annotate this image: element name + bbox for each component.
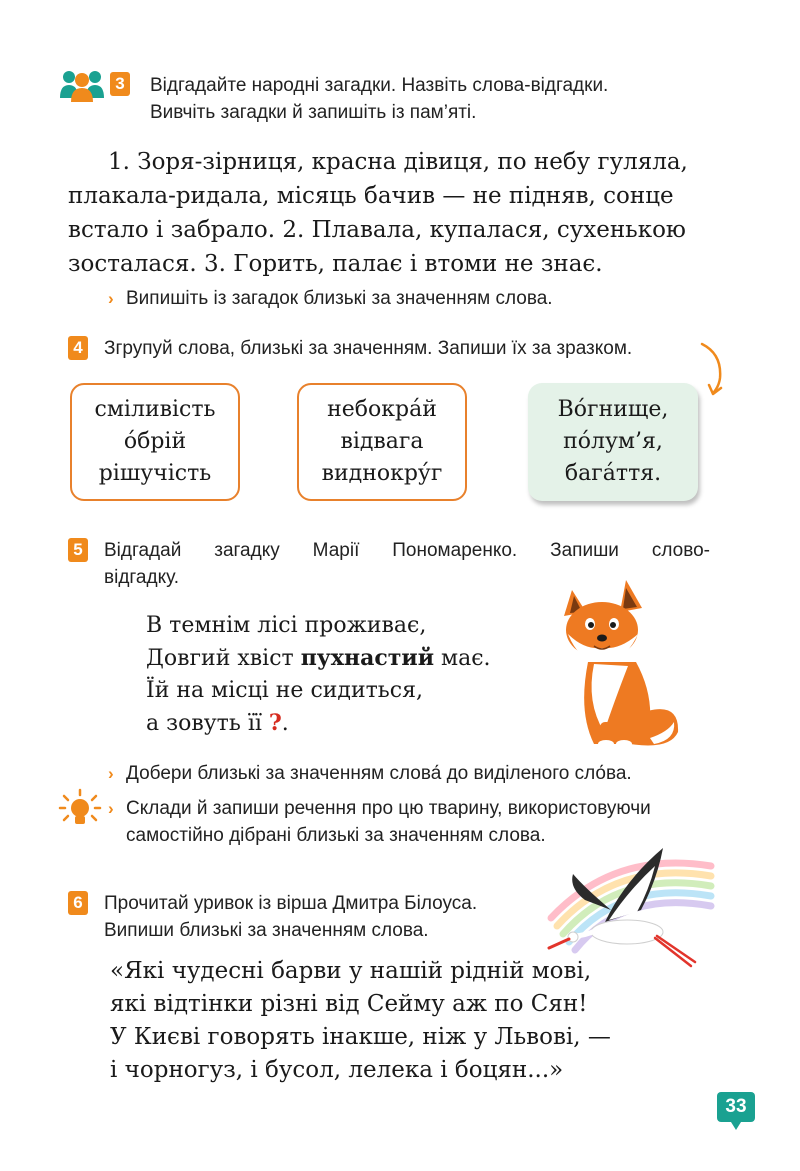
word-card-1 bbox=[70, 383, 240, 501]
poem-line: Їй на місці не сидиться, bbox=[146, 678, 423, 703]
card-word: виднокру́г bbox=[321, 461, 443, 486]
riddle-line: 1. Зоря-зірниця, красна дівиця, по небу гуляла, bbox=[108, 149, 688, 175]
task-6-instruction-line-2: Випиши близькі за значенням слова. bbox=[104, 920, 429, 941]
stork-illustration bbox=[545, 840, 715, 970]
task-6-instruction-line-1: Прочитай уривок із вірша Дмитра Білоуса. bbox=[104, 893, 478, 914]
poem-line: і чорногуз, і бусол, лелека і боцян...» bbox=[110, 1057, 564, 1083]
task-3-subtask bbox=[108, 285, 553, 312]
group-work-icon bbox=[60, 68, 104, 102]
poem-text: Довгий хвіст bbox=[146, 646, 301, 671]
lightbulb-icon bbox=[58, 788, 102, 828]
task-3-instruction-line-2: Вивчіть загадки й запишіть із пам’яті. bbox=[150, 102, 477, 123]
task-5-subtask-1-text: Добери близькі за значенням слова́ до виділеного сло́ва. bbox=[126, 763, 632, 784]
chevron-right-icon: › bbox=[108, 289, 114, 308]
task-6-number: 6 bbox=[68, 891, 88, 915]
chevron-right-icon: › bbox=[108, 799, 114, 818]
task-4-instruction: Згрупуй слова, близькі за значенням. Запиши їх за зразком. bbox=[104, 338, 633, 359]
card-word: бага́ття. bbox=[564, 461, 662, 486]
subtask-line: Склади й запиши речення про цю тварину, використовуючи bbox=[126, 798, 651, 819]
card-word: сміливість bbox=[94, 397, 216, 422]
poem-line bbox=[146, 642, 491, 675]
fox-illustration bbox=[550, 572, 690, 750]
page-number: 33 bbox=[717, 1092, 755, 1122]
poem-text: має. bbox=[434, 646, 491, 671]
task-5-number: 5 bbox=[68, 538, 88, 562]
riddle-line: зосталася. 3. Горить, палає і втоми не знає. bbox=[68, 251, 603, 277]
card-word: рішучість bbox=[98, 461, 212, 486]
poem-line: У Києві говорять інакше, ніж у Львові, — bbox=[110, 1024, 611, 1050]
chevron-right-icon: › bbox=[108, 764, 114, 783]
card-word: небокра́й bbox=[327, 397, 437, 422]
task-3-number: 3 bbox=[110, 72, 130, 96]
poem-line: «Які чудесні барви у нашій рідній мові, bbox=[110, 958, 592, 984]
card-word: о́брій bbox=[123, 429, 187, 454]
task-3-instruction-line-1: Відгадайте народні загадки. Назвіть слова-відгадки. bbox=[150, 75, 609, 96]
task-5-instruction-line-1: Відгадай загадку Марії Пономаренко. Запиши слово- bbox=[104, 540, 710, 561]
card-word: відвага bbox=[340, 429, 424, 454]
task-4-number: 4 bbox=[68, 336, 88, 360]
subtask-line: самостійно дібрані близькі за значенням слова. bbox=[126, 825, 546, 846]
poem-line: які відтінки різні від Сейму аж по Сян! bbox=[110, 991, 588, 1017]
curved-arrow-icon bbox=[696, 340, 732, 400]
task-3-riddles bbox=[68, 145, 718, 281]
task-5-poem bbox=[146, 610, 491, 740]
task-6-poem bbox=[110, 955, 611, 1087]
question-mark: ? bbox=[268, 710, 282, 736]
poem-line bbox=[146, 707, 491, 740]
riddle-line: плакала-ридала, місяць бачив — не підняв, сонце bbox=[68, 183, 674, 209]
poem-text: а зовуть її bbox=[146, 711, 269, 736]
sample-card bbox=[528, 383, 698, 501]
card-word: по́лум’я, bbox=[563, 429, 663, 454]
highlighted-word: пухнастий bbox=[300, 645, 435, 671]
riddle-line: встало і забрало. 2. Плавала, купалася, сухенькою bbox=[68, 217, 686, 243]
poem-text: . bbox=[281, 711, 289, 736]
task-3-subtask-text: Випишіть із загадок близькі за значенням слова. bbox=[126, 288, 553, 309]
task-5-subtask-1 bbox=[108, 760, 632, 787]
poem-line: В темнім лісі проживає, bbox=[146, 613, 427, 638]
task-5-instruction-line-2: відгадку. bbox=[104, 567, 179, 588]
card-word: Во́гнище, bbox=[557, 397, 669, 422]
word-card-2 bbox=[297, 383, 467, 501]
